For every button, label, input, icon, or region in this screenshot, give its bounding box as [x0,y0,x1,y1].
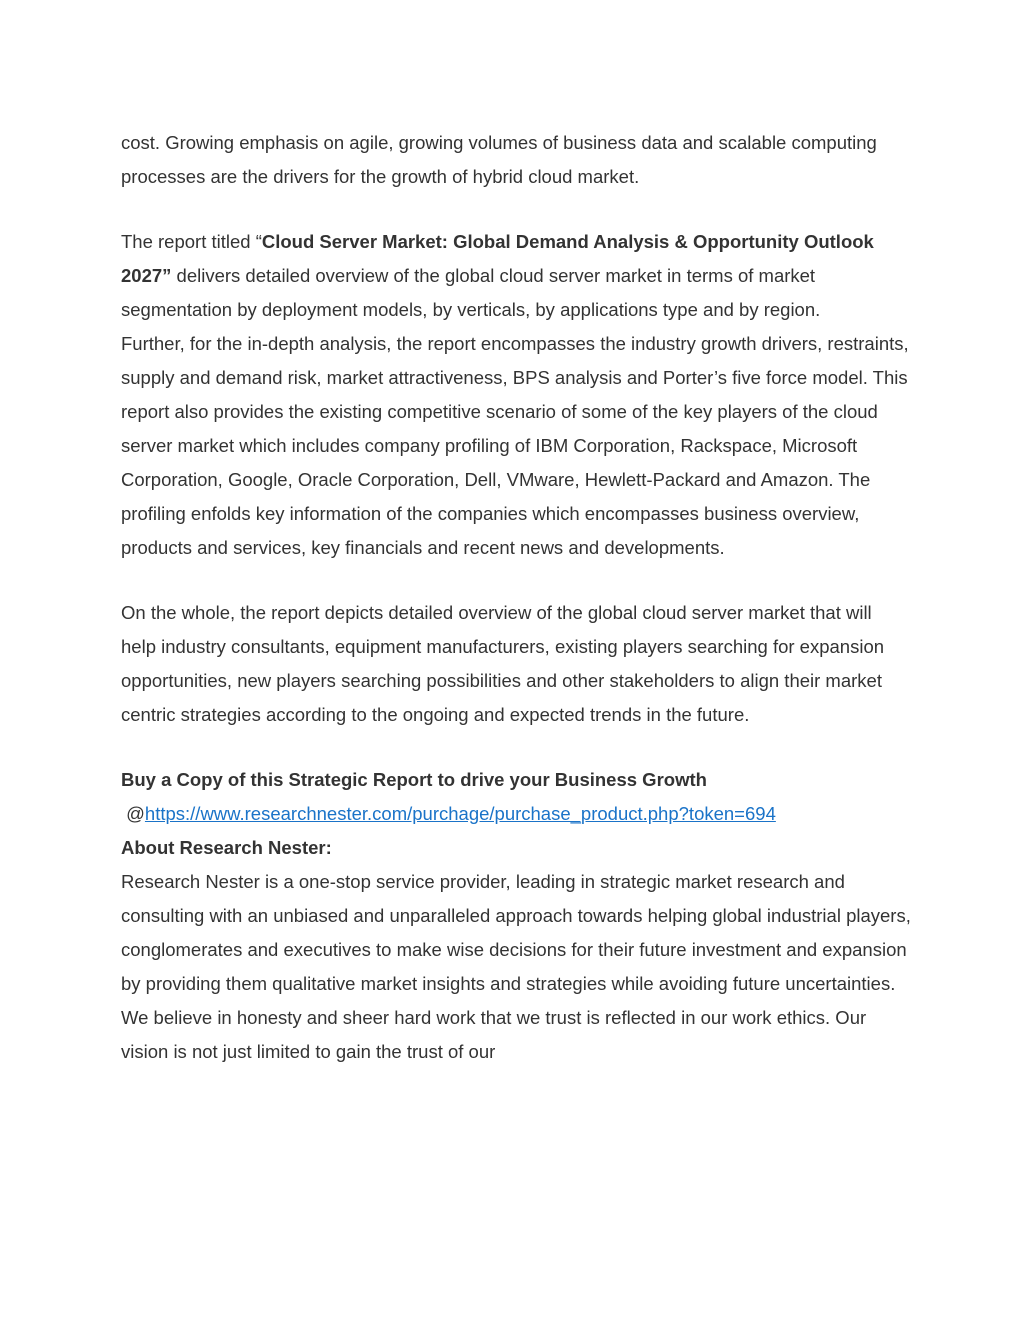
paragraph-gap [121,732,911,763]
about-paragraph: Research Nester is a one-stop service provider, leading in strategic market research and consulting with an unbiased and unparalleled approach towards helping global industrial players, conglomerates and executives to make wise decisions for their future investment and expansion by providing them qualitative market insights and strategies while avoiding future uncertainties. We believe in honesty and sheer hard work that we trust is reflected in our work ethics. Our vision is not just limited to gain the trust of our [121,871,911,1062]
report-title-paragraph [121,225,911,327]
report-title-prefix: The report titled “ [121,231,262,252]
about-heading: About Research Nester: [121,837,332,858]
paragraph-gap [121,194,911,225]
summary-paragraph: On the whole, the report depicts detailed overview of the global cloud server market that will help industry consultants, equipment manufacturers, existing players searching for expansion opportunities, new players searching possibilities and other stakeholders to align their market centric strategies according to the ongoing and expected trends in the future. [121,602,885,725]
buy-heading: Buy a Copy of this Strategic Report to drive your Business Growth [121,769,707,790]
at-symbol: @ [126,803,145,824]
intro-paragraph: cost. Growing emphasis on agile, growing volumes of business data and scalable computing processes are the drivers for the growth of hybrid cloud market. [121,132,877,187]
report-title-description: delivers detailed overview of the global cloud server market in terms of market segmentation by deployment models, by verticals, by applications type and by region. [121,265,821,320]
document-page [121,126,911,1069]
report-title: Cloud Server Market: Global Demand Analysis & Opportunity Outlook 2027” [121,231,874,286]
purchase-link[interactable]: https://www.researchnester.com/purchage/purchase_product.php?token=694 [144,803,776,824]
paragraph-gap [121,565,911,596]
buy-link-line [121,797,911,831]
analysis-paragraph: Further, for the in-depth analysis, the report encompasses the industry growth drivers, restraints, supply and demand risk, market attractiveness, BPS analysis and Porter’s five force model. This report also provides the existing competitive scenario of some of the key players of the cloud server market which includes company profiling of IBM Corporation, Rackspace, Microsoft Corporation, Google, Oracle Corporation, Dell, VMware, Hewlett-Packard and Amazon. The profiling enfolds key information of the companies which encompasses business overview, products and services, key financials and recent news and developments. [121,333,909,558]
